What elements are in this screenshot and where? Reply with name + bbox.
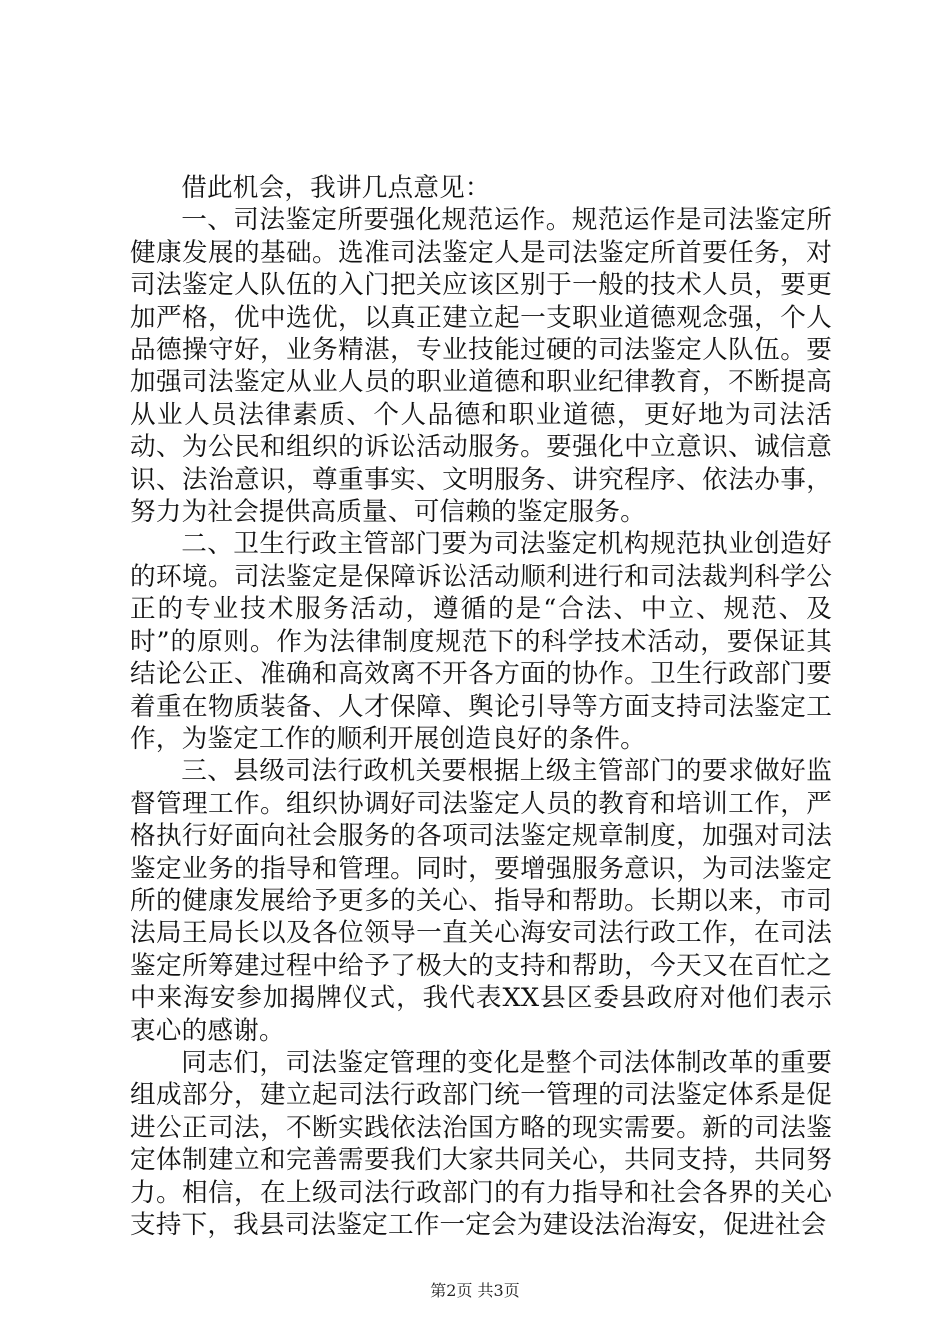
paragraph-opening: 借此机会，我讲几点意见： bbox=[181, 173, 491, 203]
paragraph-closing: 同志们，司法鉴定管理的变化是整个司法体制改革的重要组成部分，建立起司法行政部门统一管理的司法鉴定体系是促进公正司法，不断实践依法治国方略的现实需要。新的司法鉴定体制建立和完善需要我们大家共同关心，共同支持，共同努力。相信，在上级司法行政部门的有力指导和社会各界的关心支持下，我县司法鉴定工作一定会为建设法治海安，促进社会 bbox=[130, 1047, 832, 1240]
document-body bbox=[130, 172, 832, 1241]
paragraph-point-one: 一、司法鉴定所要强化规范运作。规范运作是司法鉴定所健康发展的基础。选准司法鉴定人是司法鉴定所首要任务，对司法鉴定人队伍的入门把关应该区别于一般的技术人员，要更加严格，优中选优，以真正建立起一支职业道德观念强，个人品德操守好，业务精湛，专业技能过硬的司法鉴定人队伍。要加强司法鉴定从业人员的职业道德和职业纪律教育，不断提高从业人员法律素质、个人品德和职业道德，更好地为司法活动、为公民和组织的诉讼活动服务。要强化中立意识、诚信意识、法治意识，尊重事实、文明服务、讲究程序、依法办事，努力为社会提供高质量、可信赖的鉴定服务。 bbox=[130, 205, 832, 528]
paragraph-point-three: 三、县级司法行政机关要根据上级主管部门的要求做好监督管理工作。组织协调好司法鉴定人员的教育和培训工作，严格执行好面向社会服务的各项司法鉴定规章制度，加强对司法鉴定业务的指导和管理。同时，要增强服务意识，为司法鉴定所的健康发展给予更多的关心、指导和帮助。长期以来，市司法局王局长以及各位领导一直关心海安司法行政工作，在司法鉴定所筹建过程中给予了极大的支持和帮助，今天又在百忙之中来海安参加揭牌仪式，我代表XX县区委县政府对他们表示衷心的感谢。 bbox=[130, 756, 832, 1046]
paragraph-point-two: 二、卫生行政主管部门要为司法鉴定机构规范执业创造好的环境。司法鉴定是保障诉讼活动顺利进行和司法裁判科学公正的专业技术服务活动，遵循的是“合法、中立、规范、及时”的原则。作为法律制度规范下的科学技术活动，要保证其结论公正、准确和高效离不开各方面的协作。卫生行政部门要着重在物质装备、人才保障、舆论引导等方面支持司法鉴定工作，为鉴定工作的顺利开展创造良好的条件。 bbox=[130, 529, 832, 754]
page-number-footer: 第2页 共3页 bbox=[430, 1281, 520, 1300]
